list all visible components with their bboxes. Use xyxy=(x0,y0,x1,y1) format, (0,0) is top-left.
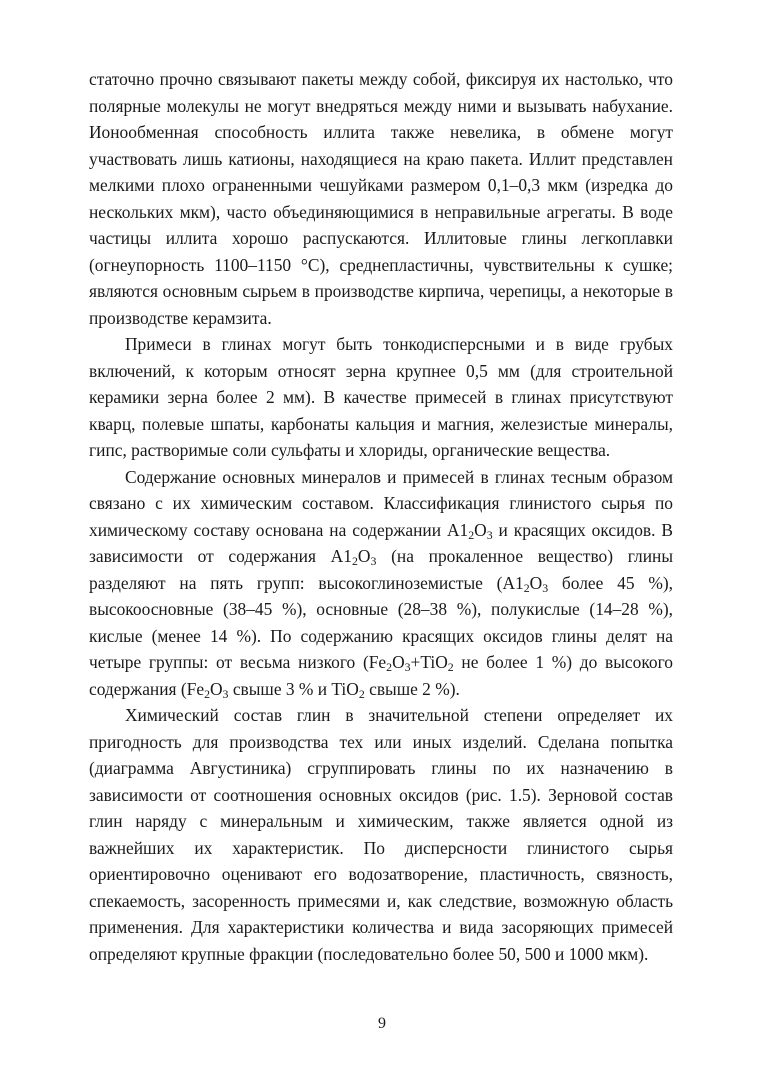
text-run: Содержание основных минералов и примесей в глинах тесным образом связано с их химическим составом. Классификация глинистого сырья по химическому составу основана на содержании А1 xyxy=(89,466,673,540)
text-run: свыше 3 % и TiO xyxy=(228,678,359,699)
subscript: 3 xyxy=(486,527,493,542)
paragraph-illite xyxy=(89,66,673,331)
text-run: O xyxy=(392,652,405,672)
page-body xyxy=(89,66,673,967)
page-number: 9 xyxy=(378,1015,386,1032)
subscript: 3 xyxy=(542,580,549,595)
paragraph-grain-composition xyxy=(89,702,673,967)
text-run: +TiO xyxy=(410,652,448,672)
text-run: О xyxy=(474,519,487,540)
subscript: 3 xyxy=(222,686,229,701)
subscript: 3 xyxy=(370,553,377,568)
subscript: 2 xyxy=(351,553,358,568)
subscript: 2 xyxy=(447,659,454,674)
text-run: О xyxy=(357,546,371,566)
text-run: и красящих оксидов. В зависимости от содержания А1 xyxy=(89,519,673,566)
text-run: (на прокаленное вещество) глины разделяют на пять групп: высокоглиноземистые (А1 xyxy=(89,546,674,593)
text-run: Химический состав глин в значительной степени определяет их пригодность для производства тех или иных изделий. Сделана попытка (диаграмма Августиника) сгруппировать глины по их назначению в зависимости от соотношения основных оксидов (рис. 1.5). Зерновой состав глин наряду с минеральным и химическим, также является одной из важнейших их характеристик. По дисперсности глинистого сырья ориентировочно оценивают его водозатворение, пластичность, связность, спекаемость, засоренность примесями и, как следствие, возможную область применения. Для характеристики количества и вида засоряющих примесей определяют крупные фракции (последовательно более 50, 500 и 1000 мкм). xyxy=(89,705,673,964)
subscript: 2 xyxy=(468,527,475,542)
text-run: О xyxy=(529,572,543,593)
subscript: 2 xyxy=(523,580,530,595)
text-run: свыше 2 %). xyxy=(364,678,460,699)
subscript: 2 xyxy=(386,659,393,674)
text-run: O xyxy=(209,678,223,699)
text-run: Примеси в глинах могут быть тонкодисперсными и в виде грубых включений, к которым относят зерна крупнее 0,5 мм (для строительной керамики зерна более 2 мм). В качестве примесей в глинах присутствуют кварц, полевые шпаты, карбонаты кальция и магния, железистые минералы, гипс, растворимые соли сульфаты и хлориды, органические вещества. xyxy=(89,334,673,460)
text-run: статочно прочно связывают пакеты между собой, фиксируя их настолько, что полярные молекулы не могут внедряться между ними и вызывать набухание. Ионообменная способность иллита также невелика, в обмене могут участвовать лишь катионы, находящиеся на краю пакета. Иллит представлен мелкими плохо ограненными чешуйками размером 0,1–0,3 мкм (изредка до нескольких мкм), часто объединяющимися в неправильные агрегаты. В воде частицы иллита хорошо распускаются. Иллитовые глины легкоплавки (огнеупорность 1100–1150 °С), среднепластичны, чувствительны к сушке; являются основным сырьем в производстве кирпича, черепицы, а некоторые в производстве керамзита. xyxy=(89,69,673,328)
paragraph-chemical-composition xyxy=(89,464,673,703)
subscript: 2 xyxy=(204,686,210,701)
text-run: не более 1 %) до высокого содержания (Fe xyxy=(89,652,673,699)
subscript: 3 xyxy=(404,659,411,674)
paragraph-impurities xyxy=(89,331,673,464)
text-run: более 45 %), высокоосновные (38–45 %), основные (28–38 %), полукислые (14–28 %), кислые (менее 14 %). По содержанию красящих оксидов глины делят на четыре группы: от весьма низкого (Fe xyxy=(89,572,674,672)
subscript: 2 xyxy=(358,686,365,701)
